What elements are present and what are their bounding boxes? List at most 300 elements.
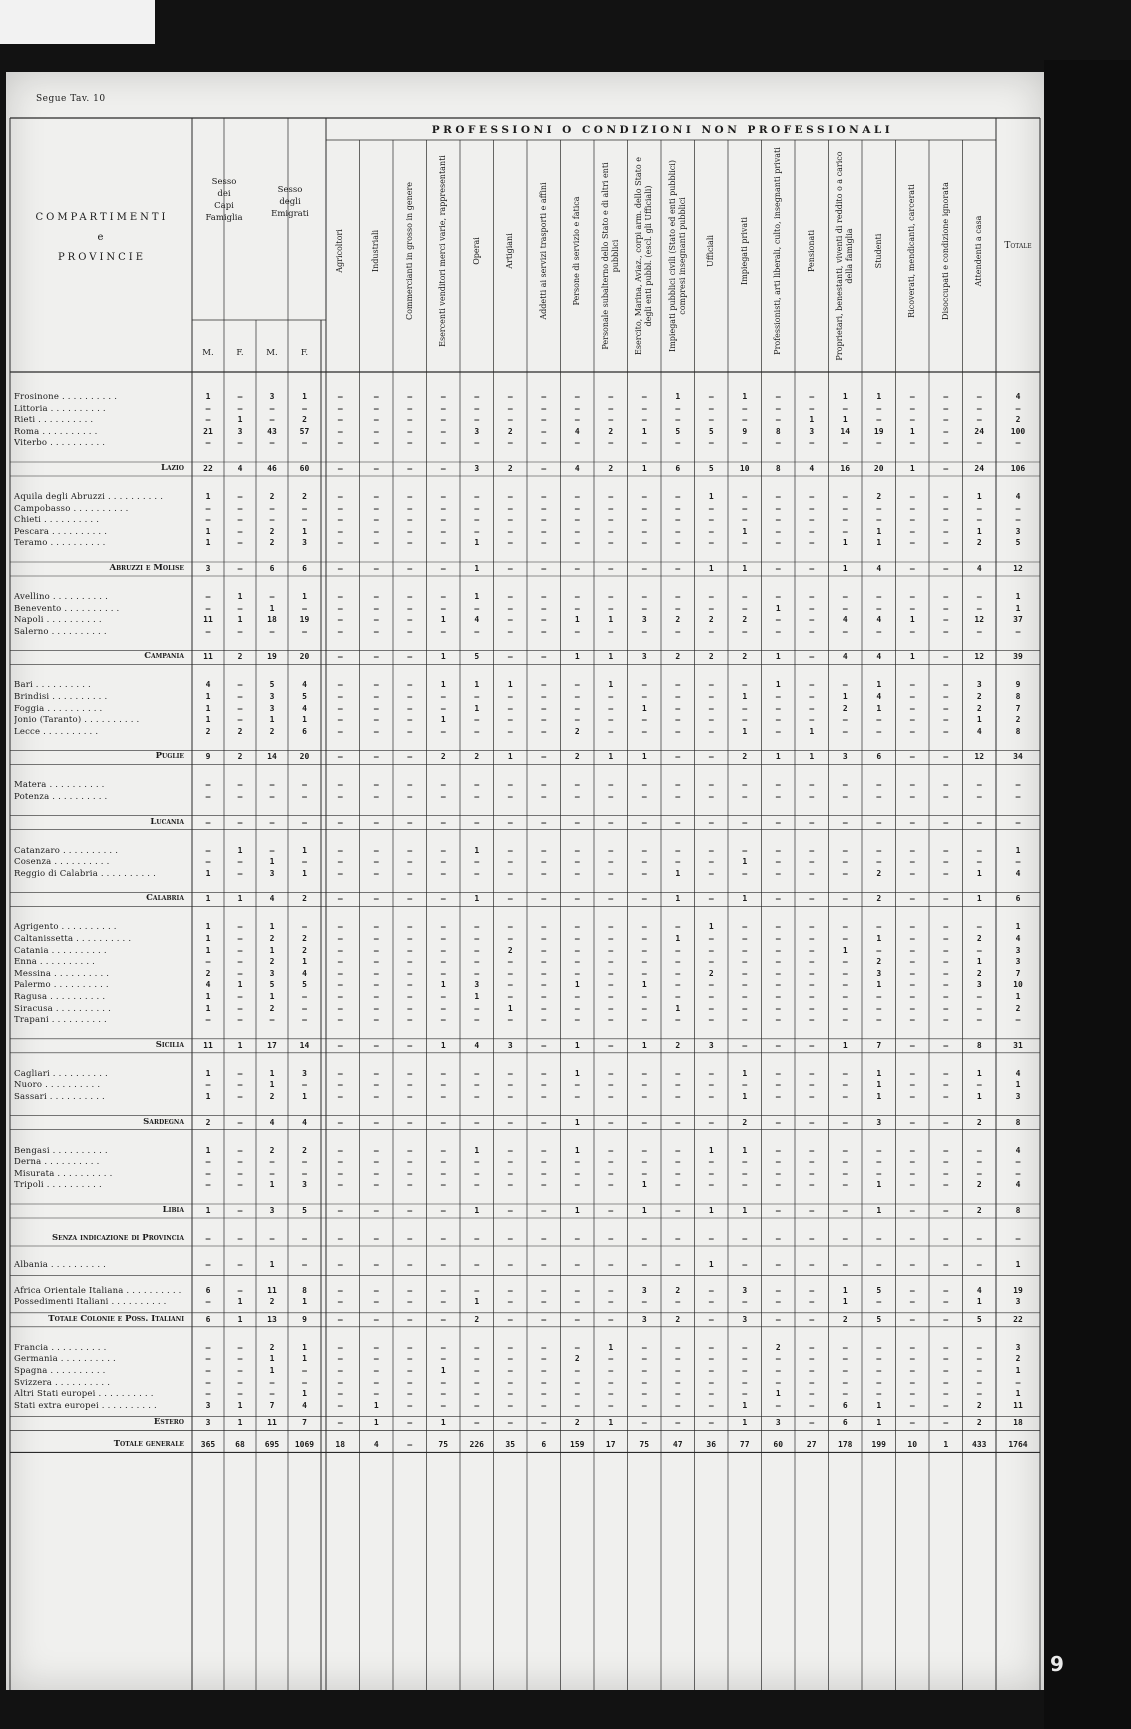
- value-cell: —: [541, 1400, 547, 1410]
- value-cell: —: [608, 1157, 614, 1167]
- subtotal-cell: —: [909, 894, 915, 904]
- value-cell: —: [608, 934, 614, 943]
- value-cell: —: [876, 715, 882, 725]
- value-cell: —: [708, 1285, 714, 1295]
- subtotal-label: Estero: [153, 1417, 184, 1428]
- value-cell: —: [641, 992, 647, 1001]
- value-cell: —: [675, 726, 681, 736]
- subtotal-cell: 1: [909, 652, 915, 662]
- value-cell: —: [809, 857, 815, 867]
- value-cell: —: [474, 1285, 480, 1295]
- value-cell: —: [976, 415, 982, 425]
- value-cell: 1: [474, 538, 480, 548]
- value-cell: —: [909, 680, 915, 690]
- value-cell: —: [302, 626, 307, 636]
- value-cell: 3: [269, 968, 275, 978]
- value-cell: —: [507, 692, 513, 701]
- subtotal-cell: —: [943, 817, 949, 827]
- value-cell: 4: [574, 426, 580, 436]
- value-cell: —: [708, 980, 714, 990]
- subtotal-cell: 2: [574, 1418, 580, 1428]
- value-cell: —: [675, 845, 681, 855]
- value-cell: 1: [373, 1400, 379, 1410]
- value-cell: —: [675, 922, 681, 932]
- value-cell: —: [237, 968, 243, 978]
- subtotal-cell: —: [809, 1234, 815, 1243]
- value-cell: —: [474, 1180, 480, 1190]
- value-cell: —: [809, 868, 815, 878]
- subtotal-cell: 3: [205, 1418, 211, 1428]
- value-cell: —: [440, 934, 446, 943]
- value-cell: —: [440, 968, 446, 978]
- subtotal-cell: —: [373, 1040, 379, 1050]
- province-label: Napoli . . . . . . . . . .: [14, 615, 102, 626]
- value-cell: 1: [909, 615, 915, 625]
- value-cell: —: [474, 415, 480, 425]
- value-cell: 1: [641, 980, 647, 990]
- value-cell: —: [876, 1260, 882, 1269]
- subtotal-cell: 3: [742, 1314, 748, 1324]
- value-cell: 2: [302, 945, 307, 955]
- value-cell: —: [337, 1354, 343, 1364]
- subtotal-cell: 1: [574, 1040, 580, 1050]
- subtotal-cell: —: [541, 1117, 547, 1127]
- value-cell: —: [237, 715, 243, 725]
- value-cell: —: [205, 515, 211, 525]
- value-cell: 1: [675, 868, 681, 878]
- value-cell: —: [574, 992, 580, 1001]
- profession-header: Attendenti a casa: [974, 215, 984, 287]
- value-cell: —: [641, 438, 647, 448]
- province-label: Pescara . . . . . . . . . .: [14, 526, 108, 537]
- value-cell: —: [205, 1354, 211, 1364]
- value-cell: —: [407, 980, 413, 990]
- subtotal-cell: —: [440, 464, 446, 473]
- value-cell: —: [373, 945, 379, 955]
- value-cell: 1: [909, 426, 915, 436]
- value-cell: 4: [474, 615, 480, 625]
- subtotal-cell: —: [976, 817, 982, 827]
- subtotal-cell: —: [407, 1206, 413, 1215]
- value-cell: —: [237, 603, 243, 613]
- value-cell: 1: [1015, 603, 1021, 613]
- value-cell: 14: [840, 426, 851, 436]
- value-cell: —: [909, 1366, 915, 1375]
- subtotal-cell: —: [407, 1440, 413, 1450]
- value-cell: —: [337, 845, 343, 855]
- value-cell: —: [337, 726, 343, 736]
- province-label: Roma . . . . . . . . . .: [14, 426, 98, 437]
- subtotal-cell: —: [943, 1040, 949, 1050]
- value-cell: —: [742, 992, 748, 1001]
- subtotal-label: Campania: [144, 651, 184, 662]
- value-cell: —: [842, 715, 848, 725]
- value-cell: —: [976, 992, 982, 1001]
- value-cell: —: [608, 438, 614, 448]
- value-cell: —: [742, 1180, 748, 1190]
- value-cell: —: [675, 1145, 681, 1155]
- value-cell: —: [909, 1157, 915, 1167]
- value-cell: —: [608, 538, 614, 548]
- value-cell: —: [675, 1168, 681, 1178]
- value-cell: —: [809, 1068, 815, 1078]
- value-cell: —: [507, 868, 513, 878]
- subtotal-cell: 4: [809, 464, 815, 473]
- value-cell: —: [474, 438, 480, 448]
- value-cell: —: [809, 934, 815, 943]
- value-cell: —: [608, 1377, 614, 1387]
- subtotal-cell: 695: [264, 1440, 280, 1450]
- value-cell: —: [708, 1092, 714, 1101]
- subtotal-cell: —: [541, 894, 547, 904]
- value-cell: —: [474, 1377, 480, 1387]
- value-cell: —: [507, 1389, 513, 1399]
- value-cell: 18: [267, 615, 277, 625]
- value-cell: —: [976, 438, 982, 448]
- value-cell: —: [608, 792, 614, 801]
- value-cell: —: [608, 945, 614, 955]
- value-cell: —: [809, 615, 815, 625]
- value-cell: —: [708, 1080, 714, 1090]
- value-cell: 1: [302, 957, 307, 967]
- value-cell: 1: [237, 615, 243, 625]
- value-cell: —: [373, 868, 379, 878]
- value-cell: —: [775, 1157, 781, 1167]
- value-cell: 1: [269, 1068, 275, 1078]
- value-cell: —: [775, 868, 781, 878]
- province-label: Trapani . . . . . . . . . .: [14, 1015, 107, 1026]
- value-cell: —: [809, 792, 815, 801]
- value-cell: —: [909, 934, 915, 943]
- subtotal-cell: —: [237, 1117, 243, 1127]
- value-cell: —: [641, 1400, 647, 1410]
- value-cell: —: [574, 934, 580, 943]
- value-cell: —: [407, 934, 413, 943]
- value-cell: —: [943, 857, 949, 867]
- value-cell: 1: [205, 703, 211, 713]
- value-cell: 1: [269, 857, 275, 867]
- value-cell: —: [337, 1168, 343, 1178]
- subtotal-cell: —: [809, 564, 815, 573]
- value-cell: —: [337, 592, 343, 601]
- value-cell: —: [574, 1342, 580, 1352]
- value-cell: —: [507, 603, 513, 613]
- value-cell: —: [708, 692, 714, 701]
- value-cell: —: [641, 1003, 647, 1013]
- value-cell: —: [809, 603, 815, 613]
- value-cell: —: [373, 415, 379, 425]
- subtotal-cell: —: [943, 1206, 949, 1215]
- value-cell: —: [608, 1285, 614, 1295]
- value-cell: —: [337, 1389, 343, 1399]
- value-cell: 3: [1015, 1092, 1021, 1101]
- value-cell: 19: [873, 426, 884, 436]
- value-cell: 1: [742, 392, 748, 401]
- sex-label: M.: [202, 348, 214, 358]
- value-cell: —: [876, 415, 882, 425]
- value-cell: 1: [302, 1354, 307, 1364]
- value-cell: —: [842, 957, 848, 967]
- subtotal-cell: —: [373, 894, 379, 904]
- value-cell: —: [909, 726, 915, 736]
- value-cell: 2: [675, 1285, 681, 1295]
- value-cell: —: [909, 515, 915, 525]
- subtotal-cell: 4: [373, 1440, 379, 1450]
- value-cell: —: [675, 626, 681, 636]
- value-cell: —: [440, 857, 446, 867]
- value-cell: 1: [809, 415, 815, 425]
- value-cell: 2: [574, 726, 580, 736]
- value-cell: —: [574, 845, 580, 855]
- value-cell: —: [574, 1366, 580, 1375]
- value-cell: —: [976, 1168, 982, 1178]
- value-cell: —: [775, 1080, 781, 1090]
- subtotal-cell: 31: [1013, 1040, 1023, 1050]
- value-cell: —: [373, 592, 379, 601]
- subtotal-label: Calabria: [146, 893, 184, 904]
- value-cell: —: [809, 1342, 815, 1352]
- value-cell: 1: [641, 703, 647, 713]
- value-cell: —: [373, 703, 379, 713]
- subtotal-cell: —: [407, 464, 413, 473]
- value-cell: —: [675, 1342, 681, 1352]
- value-cell: —: [205, 1342, 211, 1352]
- value-cell: 1: [474, 992, 480, 1001]
- subtotal-cell: 2: [237, 752, 243, 762]
- value-cell: —: [373, 1377, 379, 1387]
- subtotal-cell: —: [474, 817, 480, 827]
- profession-header: Operai: [471, 237, 481, 265]
- value-cell: —: [474, 526, 480, 536]
- value-cell: —: [541, 503, 547, 513]
- value-cell: 1: [574, 980, 580, 990]
- value-cell: —: [205, 1180, 211, 1190]
- value-cell: —: [809, 957, 815, 967]
- value-cell: —: [909, 403, 915, 413]
- province-label: Germania . . . . . . . . . .: [14, 1354, 116, 1365]
- profession-header: Industriali: [371, 229, 381, 273]
- subtotal-cell: 8: [1015, 1117, 1021, 1127]
- value-cell: —: [943, 538, 949, 548]
- value-cell: 2: [507, 945, 513, 955]
- value-cell: —: [842, 492, 848, 501]
- subtotal-cell: 4: [876, 564, 882, 573]
- value-cell: —: [507, 968, 513, 978]
- value-cell: —: [641, 1092, 647, 1101]
- value-cell: —: [775, 703, 781, 713]
- value-cell: —: [237, 1015, 243, 1025]
- value-cell: —: [337, 692, 343, 701]
- subtotal-cell: 3: [507, 1040, 513, 1050]
- value-cell: —: [507, 515, 513, 525]
- value-cell: 11: [1013, 1400, 1023, 1410]
- profession-header: Impiegati pubblici civili (Stato ed enti pubblici) compresi insegnanti pubblici: [667, 160, 687, 352]
- subtotal-cell: 12: [1013, 564, 1023, 573]
- value-cell: —: [237, 1168, 243, 1178]
- value-cell: —: [775, 392, 781, 401]
- subtotal-label: Lucania: [150, 816, 184, 827]
- value-cell: 9: [742, 426, 748, 436]
- value-cell: —: [373, 403, 379, 413]
- subtotal-cell: 1764: [1008, 1440, 1028, 1450]
- value-cell: 1: [708, 1260, 714, 1269]
- value-cell: 1: [742, 1092, 748, 1101]
- value-cell: —: [373, 980, 379, 990]
- value-cell: —: [608, 503, 614, 513]
- value-cell: —: [608, 845, 614, 855]
- capi-header-line1: Sesso: [211, 177, 237, 187]
- subtotal-cell: 199: [871, 1440, 886, 1450]
- value-cell: 2: [269, 1092, 275, 1101]
- value-cell: —: [440, 922, 446, 932]
- value-cell: —: [976, 792, 982, 801]
- value-cell: —: [474, 1389, 480, 1399]
- value-cell: —: [205, 1080, 211, 1090]
- value-cell: 1: [876, 526, 882, 536]
- value-cell: —: [943, 1180, 949, 1190]
- subtotal-cell: 5: [708, 464, 714, 473]
- value-cell: —: [809, 780, 815, 790]
- value-cell: —: [775, 1015, 781, 1025]
- subtotal-cell: —: [541, 564, 547, 573]
- value-cell: 2: [205, 968, 211, 978]
- value-cell: 1: [507, 680, 513, 690]
- value-cell: —: [641, 1377, 647, 1387]
- value-cell: —: [708, 438, 714, 448]
- value-cell: —: [809, 1080, 815, 1090]
- value-cell: —: [574, 780, 580, 790]
- value-cell: —: [809, 1157, 815, 1167]
- value-cell: —: [1015, 1015, 1021, 1025]
- value-cell: —: [708, 1015, 714, 1025]
- value-cell: 3: [474, 426, 480, 436]
- subtotal-cell: —: [943, 1314, 949, 1324]
- value-cell: —: [440, 992, 446, 1001]
- value-cell: 1: [1015, 592, 1021, 601]
- value-cell: —: [641, 526, 647, 536]
- value-cell: —: [842, 992, 848, 1001]
- value-cell: 2: [507, 426, 513, 436]
- province-label: Frosinone . . . . . . . . . .: [14, 392, 118, 402]
- profession-header: Ufficiali: [706, 235, 716, 267]
- value-cell: —: [302, 515, 307, 525]
- subtotal-label: Sicilia: [155, 1039, 184, 1050]
- value-cell: 4: [876, 692, 882, 701]
- value-cell: —: [708, 592, 714, 601]
- subtotal-cell: —: [943, 1117, 949, 1127]
- value-cell: 1: [474, 1297, 480, 1307]
- subtotal-cell: —: [541, 652, 547, 662]
- value-cell: 3: [641, 1285, 647, 1295]
- value-cell: —: [373, 392, 379, 401]
- value-cell: —: [675, 680, 681, 690]
- value-cell: —: [775, 968, 781, 978]
- value-cell: —: [943, 680, 949, 690]
- value-cell: —: [976, 392, 982, 401]
- value-cell: —: [842, 1260, 848, 1269]
- value-cell: —: [943, 945, 949, 955]
- value-cell: 1: [876, 934, 882, 943]
- subtotal-cell: —: [909, 1040, 915, 1050]
- subtotal-cell: —: [708, 1314, 714, 1324]
- value-cell: —: [507, 792, 513, 801]
- value-cell: 1: [574, 1145, 580, 1155]
- value-cell: —: [641, 692, 647, 701]
- value-cell: —: [373, 515, 379, 525]
- subtotal-cell: —: [1015, 817, 1021, 827]
- value-cell: —: [574, 1015, 580, 1025]
- subtotal-cell: 10: [907, 1440, 918, 1450]
- value-cell: —: [608, 492, 614, 501]
- value-cell: —: [507, 957, 513, 967]
- profession-header: Disoccupati e condizione ignorata: [940, 182, 950, 320]
- value-cell: —: [708, 726, 714, 736]
- value-cell: —: [269, 592, 275, 601]
- value-cell: —: [976, 1366, 982, 1375]
- value-cell: —: [1015, 1377, 1021, 1387]
- value-cell: —: [541, 1180, 547, 1190]
- value-cell: —: [541, 1080, 547, 1090]
- value-cell: —: [876, 1297, 882, 1307]
- value-cell: 3: [1015, 1297, 1021, 1307]
- subtotal-cell: 19: [267, 652, 277, 662]
- subtotal-cell: —: [641, 1418, 647, 1428]
- value-cell: —: [407, 780, 413, 790]
- subtotal-cell: —: [608, 564, 614, 573]
- value-cell: —: [909, 526, 915, 536]
- value-cell: —: [876, 1145, 882, 1155]
- value-cell: —: [976, 1080, 982, 1090]
- value-cell: —: [775, 692, 781, 701]
- value-cell: —: [205, 857, 211, 867]
- profession-header: Esercenti venditori merci varie, rappresentanti: [438, 155, 448, 347]
- subtotal-label: Totale generale: [113, 1439, 184, 1450]
- value-cell: —: [302, 780, 307, 790]
- value-cell: 2: [708, 968, 714, 978]
- value-cell: —: [775, 438, 781, 448]
- sex-label: M.: [266, 348, 278, 358]
- value-cell: —: [269, 780, 275, 790]
- value-cell: —: [337, 1015, 343, 1025]
- subtotal-cell: —: [574, 1234, 580, 1243]
- subtotal-cell: —: [775, 1206, 781, 1215]
- subtotal-cell: —: [775, 1234, 781, 1243]
- province-label: Francia . . . . . . . . . .: [14, 1342, 107, 1353]
- value-cell: —: [474, 1080, 480, 1090]
- value-cell: —: [269, 1015, 275, 1025]
- value-cell: 3: [269, 692, 275, 701]
- value-cell: —: [608, 715, 614, 725]
- value-cell: 2: [775, 1342, 781, 1352]
- value-cell: —: [976, 626, 982, 636]
- value-cell: 1: [474, 703, 480, 713]
- value-cell: 1: [742, 1068, 748, 1078]
- subtotal-cell: 3: [775, 1418, 781, 1428]
- subtotal-cell: 12: [974, 652, 985, 662]
- value-cell: —: [541, 792, 547, 801]
- value-cell: —: [708, 957, 714, 967]
- page-number: 9: [1050, 1652, 1064, 1676]
- value-cell: —: [809, 968, 815, 978]
- value-cell: 1: [1015, 845, 1021, 855]
- value-cell: —: [842, 868, 848, 878]
- value-cell: —: [302, 1168, 307, 1178]
- subtotal-cell: —: [337, 564, 343, 573]
- subtotal-cell: 1: [641, 464, 647, 473]
- subtotal-cell: 1: [909, 464, 915, 473]
- subtotal-cell: —: [337, 1117, 343, 1127]
- value-cell: —: [337, 703, 343, 713]
